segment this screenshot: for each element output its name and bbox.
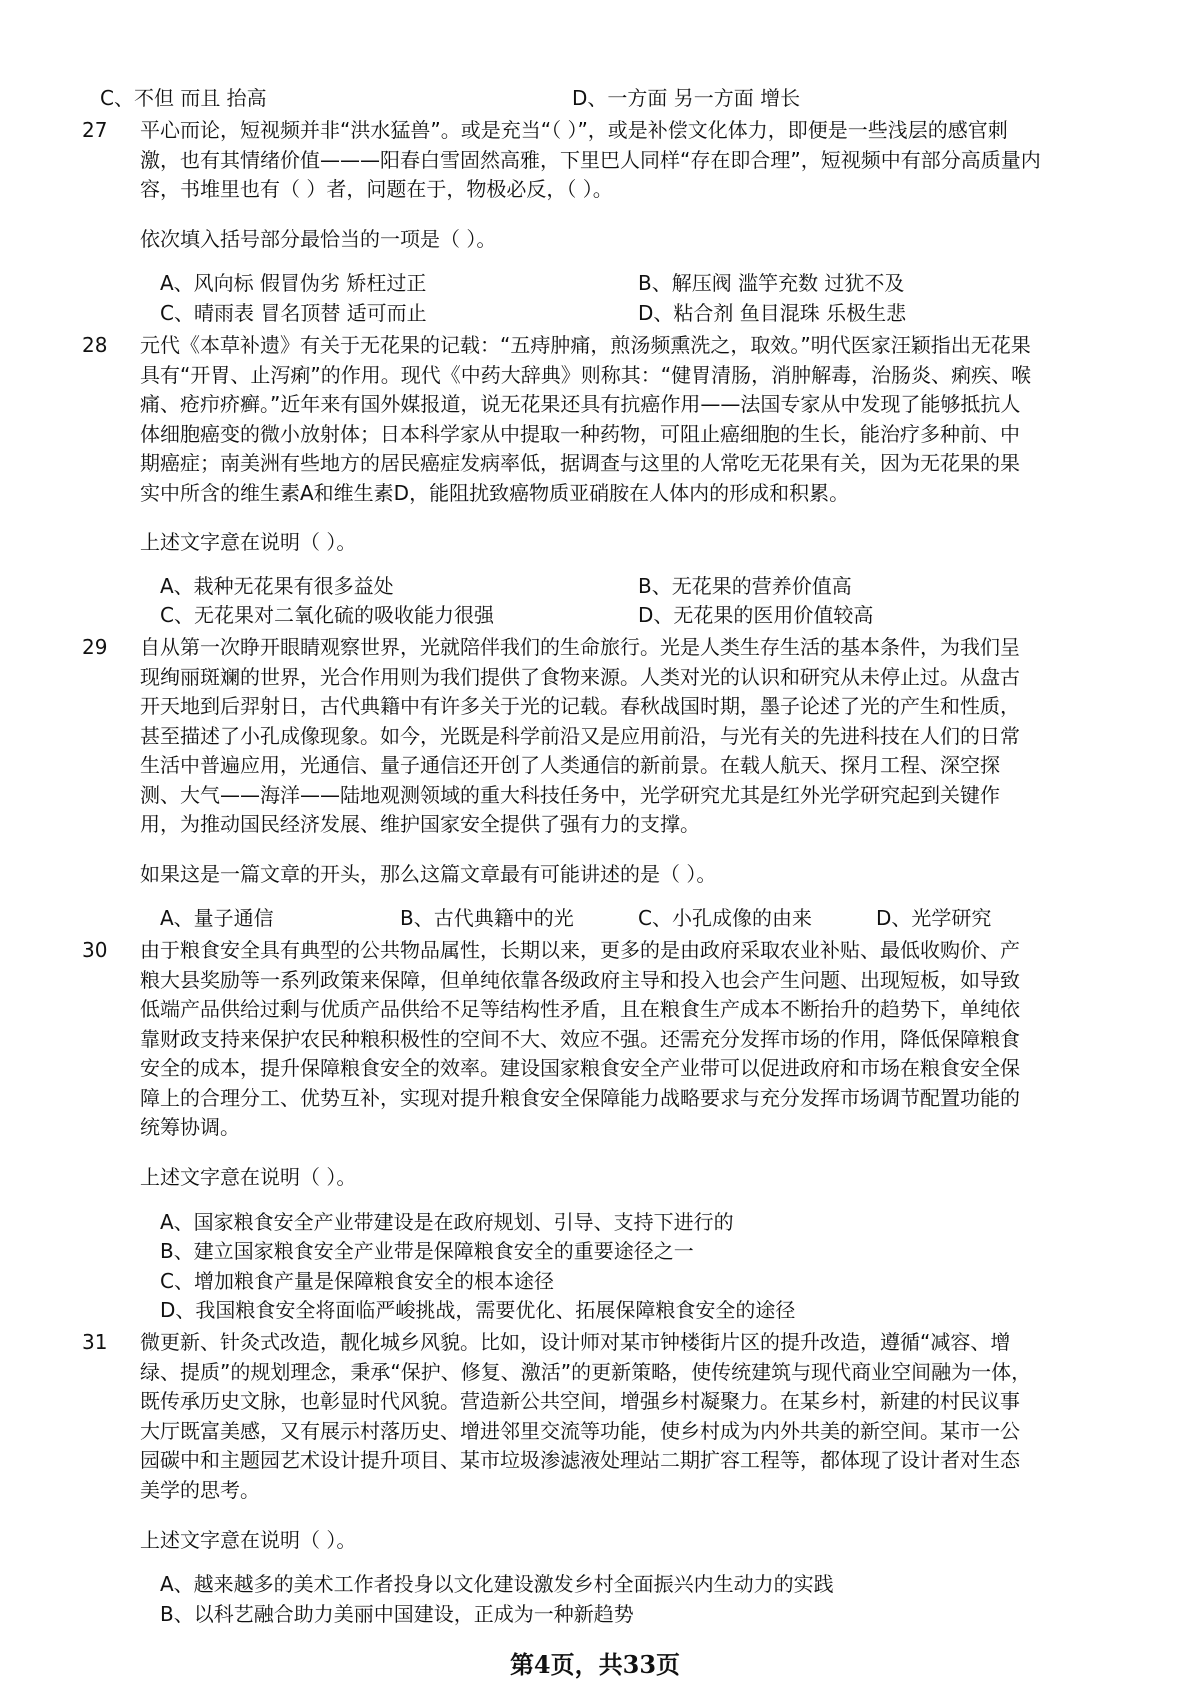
q27-stem — [140, 116, 1090, 205]
q31-number: 31 — [82, 1330, 108, 1354]
q31-line: 园碳中和主题园艺术设计提升项目、某市垃圾渗滤液处理站二期扩容工程等，都体现了设计者对生态 — [140, 1448, 1020, 1472]
q28-number: 28 — [82, 333, 108, 357]
q29-prompt: 如果这是一篇文章的开头，那么这篇文章最有可能讲述的是（ ）。 — [140, 862, 717, 886]
q28-line: 体细胞癌变的微小放射体；日本科学家从中提取一种药物，可阻止癌细胞的生长，能治疗多种前、中 — [140, 421, 1020, 446]
q28-option-a: A、栽种无花果有很多益处 — [160, 574, 394, 598]
q27-option-d: D、粘合剂 鱼目混珠 乐极生悲 — [638, 301, 907, 325]
q28-line: 实中所含的维生素A和维生素D，能阻扰致癌物质亚硝胺在人体内的形成和积累。 — [140, 480, 850, 505]
q29-option-a: A、量子通信 — [160, 906, 274, 930]
q26-option-c: C、不但 而且 抬高 — [100, 86, 267, 110]
q31-line: 既传承历史文脉，也彰显时代风貌。营造新公共空间，增强乡村凝聚力。在某乡村，新建的村民议事 — [140, 1389, 1020, 1413]
q31-option-a: A、越来越多的美术工作者投身以文化建设激发乡村全面振兴内生动力的实践 — [160, 1572, 834, 1596]
q26-option-d: D、一方面 另一方面 增长 — [572, 86, 801, 110]
q30-line: 靠财政支持来保护农民种粮积极性的空间不大、效应不强。还需充分发挥市场的作用，降低保障粮食 — [140, 1026, 1020, 1051]
q30-line: 粮大县奖励等一系列政策来保障，但单纯依靠各级政府主导和投入也会产生问题、出现短板，如导致 — [140, 967, 1020, 992]
q31-option-b: B、以科艺融合助力美丽中国建设，正成为一种新趋势 — [160, 1602, 634, 1626]
q29-stem — [140, 633, 1090, 840]
q31-line: 微更新、针灸式改造，靓化城乡风貌。比如，设计师对某市钟楼街片区的提升改造，遵循“减容、增 — [140, 1330, 1011, 1354]
q28-option-d: D、无花果的医用价值较高 — [638, 603, 874, 627]
q29-option-d: D、光学研究 — [876, 906, 992, 930]
q30-prompt: 上述文字意在说明（ ）。 — [140, 1165, 357, 1189]
q28-option-c: C、无花果对二氧化硫的吸收能力很强 — [160, 603, 494, 627]
q28-stem — [140, 331, 1090, 508]
q27-line: 激，也有其情绪价值———阳春白雪固然高雅，下里巴人同样“存在即合理”，短视频中有部分高质量内 — [140, 147, 1041, 172]
q29-number: 29 — [82, 635, 108, 659]
q27-option-c: C、晴雨表 冒名顶替 适可而止 — [160, 301, 427, 325]
q31-line: 大厅既富美感，又有展示村落历史、增进邻里交流等功能，使乡村成为内外共美的新空间。某市一公 — [140, 1418, 1020, 1443]
q28-line: 元代《本草补遗》有关于无花果的记载：“五痔肿痛，煎汤频熏洗之，取效。”明代医家汪颖指出无花果 — [140, 333, 1031, 357]
q31-line: 绿、提质”的规划理念，秉承“保护、修复、激活”的更新策略，使传统建筑与现代商业空间融为一体， — [140, 1359, 1032, 1384]
q27-option-a: A、风向标 假冒伪劣 矫枉过正 — [160, 271, 427, 295]
q31-line: 美学的思考。 — [140, 1477, 260, 1502]
q30-line: 安全的成本，提升保障粮食安全的效率。建设国家粮食安全产业带可以促进政府和市场在粮食安全保 — [140, 1056, 1020, 1080]
q30-line: 统筹协调。 — [140, 1115, 240, 1139]
q28-option-b: B、无花果的营养价值高 — [638, 574, 852, 598]
q29-option-c: C、小孔成像的由来 — [638, 906, 812, 930]
q31-stem — [140, 1328, 1090, 1505]
q29-option-b: B、古代典籍中的光 — [400, 906, 574, 930]
q28-line: 痛、疮疖疥癣。”近年来有国外媒报道，说无花果还具有抗癌作用——法国专家从中发现了能够抵抗人 — [140, 392, 1021, 416]
q29-line: 开天地到后羿射日，古代典籍中有许多关于光的记载。春秋战国时期，墨子论述了光的产生和性质， — [140, 694, 1020, 718]
q29-line: 生活中普遍应用，光通信、量子通信还开创了人类通信的新前景。在载人航天、探月工程、深空探 — [140, 753, 1000, 777]
q30-stem — [140, 936, 1090, 1143]
q27-number: 27 — [82, 118, 108, 142]
q30-option-b: B、建立国家粮食安全产业带是保障粮食安全的重要途径之一 — [160, 1239, 694, 1263]
q27-prompt: 依次填入括号部分最恰当的一项是（ ）。 — [140, 227, 497, 251]
q30-line: 由于粮食安全具有典型的公共物品属性，长期以来，更多的是由政府采取农业补贴、最低收购价、产 — [140, 938, 1020, 962]
q29-line: 现绚丽斑斓的世界，光合作用则为我们提供了食物来源。人类对光的认识和研究从未停止过。从盘古 — [140, 664, 1020, 689]
q29-line: 测、大气——海洋——陆地观测领域的重大科技任务中，光学研究尤其是红外光学研究起到关键作 — [140, 782, 1000, 807]
q30-option-d: D、我国粮食安全将面临严峻挑战，需要优化、拓展保障粮食安全的途径 — [160, 1298, 796, 1322]
q30-line: 低端产品供给过剩与优质产品供给不足等结构性矛盾，且在粮食生产成本不断抬升的趋势下，单纯依 — [140, 997, 1020, 1021]
q27-line: 平心而论，短视频并非“洪水猛兽”。或是充当“（ ）”，或是补偿文化体力，即便是一些浅层的感官刺 — [140, 118, 1008, 142]
page-footer: 第4页，共33页 — [509, 1650, 681, 1679]
q30-line: 障上的合理分工、优势互补，实现对提升粮食安全保障能力战略要求与充分发挥市场调节配置功能的 — [140, 1085, 1020, 1110]
q30-number: 30 — [82, 938, 108, 962]
q29-line: 自从第一次睁开眼睛观察世界，光就陪伴我们的生命旅行。光是人类生存生活的基本条件，为我们呈 — [140, 635, 1020, 659]
q30-option-a: A、国家粮食安全产业带建设是在政府规划、引导、支持下进行的 — [160, 1210, 734, 1234]
q28-line: 具有“开胃、止泻痢”的作用。现代《中药大辞典》则称其：“健胃清肠，消肿解毒，治肠炎、痢疾、喉 — [140, 362, 1032, 387]
q28-prompt: 上述文字意在说明（ ）。 — [140, 530, 357, 554]
q28-line: 期癌症；南美洲有些地方的居民癌症发病率低，据调查与这里的人常吃无花果有关，因为无花果的果 — [140, 451, 1020, 475]
q27-option-b: B、解压阀 滥竽充数 过犹不及 — [638, 271, 905, 295]
q30-option-c: C、增加粮食产量是保障粮食安全的根本途径 — [160, 1269, 554, 1293]
q29-line: 甚至描述了小孔成像现象。如今，光既是科学前沿又是应用前沿，与光有关的先进科技在人们的日常 — [140, 723, 1020, 748]
q27-line: 容，书堆里也有（ ）者，问题在于，物极必反，（ ）。 — [140, 177, 613, 201]
q29-line: 用，为推动国民经济发展、维护国家安全提供了强有力的支撑。 — [140, 812, 700, 836]
q31-prompt: 上述文字意在说明（ ）。 — [140, 1528, 357, 1552]
